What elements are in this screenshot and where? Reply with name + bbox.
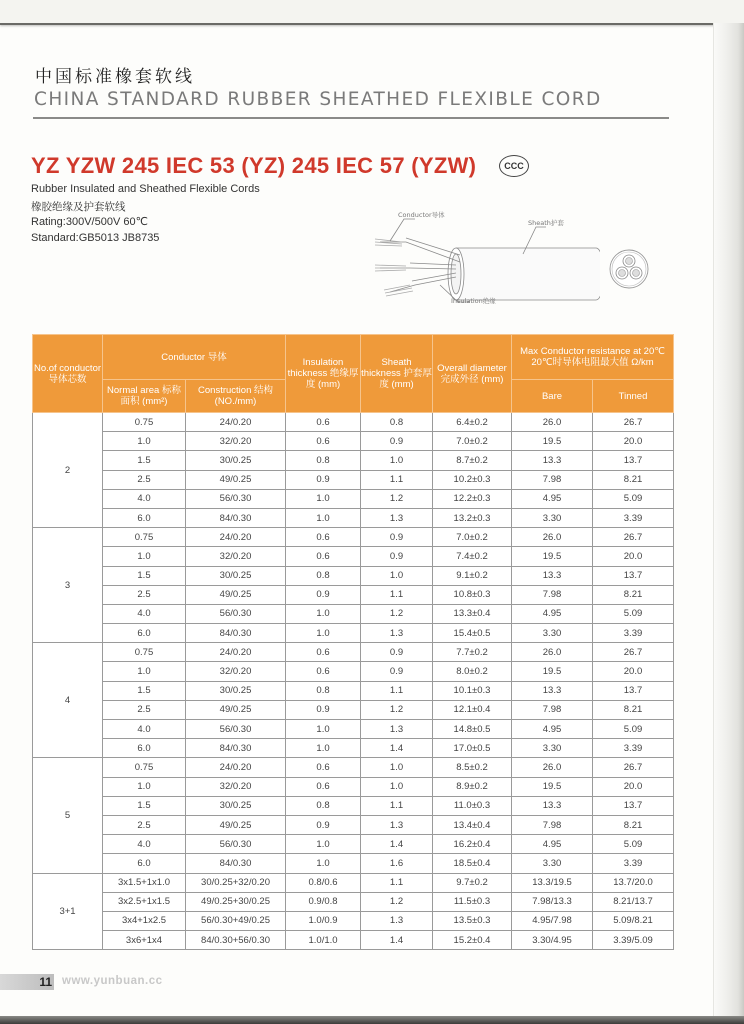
header-construction: Construction 结构 (NO./mm): [186, 380, 286, 413]
cell-construction: 56/0.30: [186, 720, 286, 739]
cell-normal-area: 3x1.5+1x1.0: [103, 873, 186, 892]
cell-sheath-thickness: 1.4: [361, 931, 433, 950]
cell-sheath-thickness: 1.0: [361, 777, 433, 796]
cell-overall-diameter: 11.5±0.3: [433, 892, 512, 911]
product-model-title: YZ YZW 245 IEC 53 (YZ) 245 IEC 57 (YZW): [31, 153, 477, 178]
cell-sheath-thickness: 0.9: [361, 643, 433, 662]
cell-insulation-thickness: 0.8: [286, 796, 361, 815]
cell-overall-diameter: 9.7±0.2: [433, 873, 512, 892]
table-row: [33, 528, 674, 547]
cell-resistance-bare: 26.0: [512, 643, 593, 662]
cell-resistance-bare: 19.5: [512, 777, 593, 796]
cell-construction: 49/0.25: [186, 700, 286, 719]
cell-overall-diameter: 17.0±0.5: [433, 739, 512, 758]
cell-overall-diameter: 8.9±0.2: [433, 777, 512, 796]
table-row: [33, 643, 674, 662]
cell-overall-diameter: 6.4±0.2: [433, 413, 512, 432]
table-row: [33, 624, 674, 643]
cell-resistance-bare: 4.95: [512, 835, 593, 854]
header-overall-diameter: Overall diameter 完成外径 (mm): [433, 335, 512, 413]
cell-resistance-tinned: 13.7: [593, 796, 674, 815]
cell-resistance-bare: 7.98: [512, 700, 593, 719]
cell-resistance-bare: 4.95/7.98: [512, 911, 593, 930]
product-description-cn: 橡胶绝缘及护套软线: [31, 201, 126, 213]
cell-overall-diameter: 8.0±0.2: [433, 662, 512, 681]
table-row: [33, 413, 674, 432]
cell-insulation-thickness: 1.0: [286, 835, 361, 854]
cell-normal-area: 6.0: [103, 624, 186, 643]
cell-overall-diameter: 18.5±0.4: [433, 854, 512, 873]
cell-resistance-bare: 4.95: [512, 604, 593, 623]
cell-construction: 84/0.30: [186, 508, 286, 527]
cell-sheath-thickness: 1.3: [361, 720, 433, 739]
cell-insulation-thickness: 0.9: [286, 470, 361, 489]
cell-insulation-thickness: 0.6: [286, 758, 361, 777]
cell-sheath-thickness: 1.3: [361, 624, 433, 643]
cell-resistance-bare: 4.95: [512, 489, 593, 508]
cable-cross-section-icon: [608, 248, 650, 290]
cell-normal-area: 1.5: [103, 681, 186, 700]
cell-resistance-tinned: 26.7: [593, 758, 674, 777]
cell-normal-area: 1.5: [103, 566, 186, 585]
table-row: [33, 508, 674, 527]
table-row: [33, 566, 674, 585]
cell-resistance-tinned: 13.7/20.0: [593, 873, 674, 892]
cell-resistance-tinned: 8.21/13.7: [593, 892, 674, 911]
table-row: [33, 700, 674, 719]
cell-sheath-thickness: 1.3: [361, 815, 433, 834]
table-row: [33, 739, 674, 758]
cell-sheath-thickness: 0.9: [361, 662, 433, 681]
cell-insulation-thickness: 1.0: [286, 739, 361, 758]
cell-normal-area: 1.0: [103, 662, 186, 681]
page-title-cn: 中国标准橡套软线: [35, 67, 195, 87]
cell-sheath-thickness: 1.0: [361, 451, 433, 470]
header-normal-area: Normal area 标称面积 (mm²): [103, 380, 186, 413]
table-body: [33, 413, 674, 950]
cell-construction: 49/0.25: [186, 470, 286, 489]
cell-construction: 32/0.20: [186, 662, 286, 681]
table-row: [33, 720, 674, 739]
cell-sheath-thickness: 0.9: [361, 432, 433, 451]
header-tinned: Tinned: [593, 380, 674, 413]
cell-construction: 56/0.30: [186, 604, 286, 623]
cell-no-of-conductor: 4: [33, 643, 103, 758]
cell-resistance-bare: 7.98: [512, 470, 593, 489]
cell-overall-diameter: 8.7±0.2: [433, 451, 512, 470]
cell-overall-diameter: 13.4±0.4: [433, 815, 512, 834]
cell-construction: 30/0.25: [186, 681, 286, 700]
cable-specification-table: [32, 334, 674, 950]
table-row: [33, 892, 674, 911]
cell-insulation-thickness: 1.0: [286, 720, 361, 739]
product-description-en: Rubber Insulated and Sheathed Flexible Cords: [31, 183, 260, 195]
header-sheath-thickness: Sheath thickness 护套厚度 (mm): [361, 335, 433, 413]
cell-sheath-thickness: 1.3: [361, 911, 433, 930]
cell-sheath-thickness: 1.0: [361, 758, 433, 777]
cell-resistance-bare: 3.30: [512, 739, 593, 758]
cell-normal-area: 1.0: [103, 547, 186, 566]
page-title-en: CHINA STANDARD RUBBER SHEATHED FLEXIBLE CORD: [34, 89, 602, 110]
cell-construction: 84/0.30: [186, 854, 286, 873]
table-row: [33, 758, 674, 777]
cell-resistance-tinned: 13.7: [593, 566, 674, 585]
cell-insulation-thickness: 0.6: [286, 662, 361, 681]
cell-resistance-tinned: 20.0: [593, 432, 674, 451]
cell-construction: 30/0.25+32/0.20: [186, 873, 286, 892]
page-number: 11: [0, 974, 54, 990]
cell-resistance-bare: 13.3: [512, 451, 593, 470]
cell-resistance-tinned: 5.09: [593, 604, 674, 623]
cell-resistance-tinned: 20.0: [593, 662, 674, 681]
cell-insulation-thickness: 0.9: [286, 815, 361, 834]
table-row: [33, 931, 674, 950]
title-divider: [33, 117, 669, 119]
cell-insulation-thickness: 0.6: [286, 547, 361, 566]
cell-overall-diameter: 12.1±0.4: [433, 700, 512, 719]
table-row: [33, 662, 674, 681]
cell-resistance-bare: 26.0: [512, 528, 593, 547]
cell-insulation-thickness: 0.9: [286, 700, 361, 719]
table-row: [33, 873, 674, 892]
cell-construction: 32/0.20: [186, 432, 286, 451]
cell-construction: 49/0.25+30/0.25: [186, 892, 286, 911]
cell-construction: 49/0.25: [186, 815, 286, 834]
cell-resistance-bare: 13.3: [512, 681, 593, 700]
cell-construction: 24/0.20: [186, 528, 286, 547]
cell-normal-area: 1.5: [103, 451, 186, 470]
cell-resistance-bare: 3.30: [512, 854, 593, 873]
cell-overall-diameter: 14.8±0.5: [433, 720, 512, 739]
cell-insulation-thickness: 1.0/0.9: [286, 911, 361, 930]
table-row: [33, 854, 674, 873]
cell-resistance-tinned: 5.09/8.21: [593, 911, 674, 930]
cell-resistance-tinned: 5.09: [593, 835, 674, 854]
product-rating: Rating:300V/500V 60℃: [31, 216, 148, 228]
header-no-of-conductor: No.of conductor 导体芯数: [33, 335, 103, 413]
cell-construction: 84/0.30: [186, 624, 286, 643]
cell-normal-area: 3x6+1x4: [103, 931, 186, 950]
table-row: [33, 796, 674, 815]
cell-overall-diameter: 11.0±0.3: [433, 796, 512, 815]
cell-resistance-tinned: 26.7: [593, 413, 674, 432]
cell-resistance-bare: 26.0: [512, 758, 593, 777]
cell-normal-area: 6.0: [103, 508, 186, 527]
cell-resistance-tinned: 20.0: [593, 777, 674, 796]
cell-normal-area: 2.5: [103, 815, 186, 834]
cell-resistance-tinned: 5.09: [593, 720, 674, 739]
header-bare: Bare: [512, 380, 593, 413]
cell-insulation-thickness: 0.6: [286, 528, 361, 547]
cell-construction: 56/0.30: [186, 835, 286, 854]
cell-construction: 32/0.20: [186, 547, 286, 566]
table-row: [33, 489, 674, 508]
cell-resistance-tinned: 8.21: [593, 815, 674, 834]
cell-resistance-tinned: 26.7: [593, 528, 674, 547]
header-insulation-thickness: Insulation thickness 绝缘厚度 (mm): [286, 335, 361, 413]
cell-overall-diameter: 10.8±0.3: [433, 585, 512, 604]
cell-no-of-conductor: 5: [33, 758, 103, 873]
cell-overall-diameter: 7.0±0.2: [433, 432, 512, 451]
cell-resistance-bare: 13.3: [512, 566, 593, 585]
cell-construction: 84/0.30: [186, 739, 286, 758]
cell-resistance-tinned: 8.21: [593, 585, 674, 604]
cell-resistance-bare: 7.98: [512, 585, 593, 604]
cell-sheath-thickness: 0.9: [361, 547, 433, 566]
cell-normal-area: 2.5: [103, 700, 186, 719]
cell-resistance-tinned: 3.39: [593, 624, 674, 643]
website-url: www.yunbuan.cc: [62, 975, 163, 987]
table-row: [33, 547, 674, 566]
cell-normal-area: 3x2.5+1x1.5: [103, 892, 186, 911]
cell-normal-area: 6.0: [103, 739, 186, 758]
cell-overall-diameter: 9.1±0.2: [433, 566, 512, 585]
cell-sheath-thickness: 1.1: [361, 470, 433, 489]
cell-construction: 30/0.25: [186, 451, 286, 470]
cell-normal-area: 4.0: [103, 835, 186, 854]
cell-resistance-bare: 4.95: [512, 720, 593, 739]
sheath-label: Sheath护套: [528, 219, 564, 227]
cell-sheath-thickness: 1.6: [361, 854, 433, 873]
table-row: [33, 815, 674, 834]
cell-no-of-conductor: 3+1: [33, 873, 103, 950]
cell-resistance-tinned: 26.7: [593, 643, 674, 662]
table-row: [33, 432, 674, 451]
cell-no-of-conductor: 3: [33, 528, 103, 643]
cell-insulation-thickness: 0.8: [286, 681, 361, 700]
table-row: [33, 911, 674, 930]
cable-drawing: [375, 219, 600, 302]
cell-overall-diameter: 15.4±0.5: [433, 624, 512, 643]
cell-sheath-thickness: 1.2: [361, 604, 433, 623]
table-row: [33, 835, 674, 854]
cell-normal-area: 0.75: [103, 413, 186, 432]
cell-insulation-thickness: 1.0: [286, 508, 361, 527]
cell-insulation-thickness: 1.0/1.0: [286, 931, 361, 950]
cell-normal-area: 0.75: [103, 758, 186, 777]
cell-sheath-thickness: 1.1: [361, 873, 433, 892]
cell-insulation-thickness: 1.0: [286, 489, 361, 508]
cell-construction: 24/0.20: [186, 758, 286, 777]
cell-insulation-thickness: 0.6: [286, 777, 361, 796]
cell-overall-diameter: 16.2±0.4: [433, 835, 512, 854]
cell-insulation-thickness: 0.8: [286, 566, 361, 585]
cell-overall-diameter: 10.1±0.3: [433, 681, 512, 700]
cell-insulation-thickness: 0.8: [286, 451, 361, 470]
cell-resistance-bare: 19.5: [512, 432, 593, 451]
cell-resistance-tinned: 3.39/5.09: [593, 931, 674, 950]
insulation-label: Insulation绝缘: [451, 297, 496, 305]
cell-construction: 24/0.20: [186, 413, 286, 432]
table-row: [33, 777, 674, 796]
cell-overall-diameter: 13.2±0.3: [433, 508, 512, 527]
cell-sheath-thickness: 1.2: [361, 892, 433, 911]
cell-normal-area: 4.0: [103, 489, 186, 508]
conductor-label: Conductor导体: [398, 211, 445, 219]
cell-insulation-thickness: 0.6: [286, 643, 361, 662]
cell-resistance-tinned: 5.09: [593, 489, 674, 508]
cell-resistance-tinned: 8.21: [593, 700, 674, 719]
cell-normal-area: 2.5: [103, 585, 186, 604]
cell-normal-area: 4.0: [103, 604, 186, 623]
cell-insulation-thickness: 0.6: [286, 432, 361, 451]
cell-resistance-bare: 3.30/4.95: [512, 931, 593, 950]
cell-overall-diameter: 7.7±0.2: [433, 643, 512, 662]
cell-sheath-thickness: 1.0: [361, 566, 433, 585]
ccc-certification-icon: CCC: [499, 155, 529, 177]
cell-resistance-tinned: 3.39: [593, 739, 674, 758]
cell-insulation-thickness: 0.9: [286, 585, 361, 604]
cell-sheath-thickness: 1.1: [361, 585, 433, 604]
cell-overall-diameter: 13.3±0.4: [433, 604, 512, 623]
table-row: [33, 681, 674, 700]
cell-resistance-bare: 7.98/13.3: [512, 892, 593, 911]
cell-overall-diameter: 15.2±0.4: [433, 931, 512, 950]
cell-resistance-bare: 7.98: [512, 815, 593, 834]
cell-sheath-thickness: 0.8: [361, 413, 433, 432]
page-bottom-edge: [0, 1016, 744, 1024]
cell-resistance-bare: 13.3: [512, 796, 593, 815]
cell-normal-area: 0.75: [103, 643, 186, 662]
cell-construction: 56/0.30+49/0.25: [186, 911, 286, 930]
cell-overall-diameter: 7.0±0.2: [433, 528, 512, 547]
cell-no-of-conductor: 2: [33, 413, 103, 528]
cell-sheath-thickness: 1.2: [361, 700, 433, 719]
cell-construction: 56/0.30: [186, 489, 286, 508]
header-conductor-group: Conductor 导体: [103, 335, 286, 380]
table-row: [33, 451, 674, 470]
cell-overall-diameter: 7.4±0.2: [433, 547, 512, 566]
cell-resistance-tinned: 8.21: [593, 470, 674, 489]
cell-insulation-thickness: 0.6: [286, 413, 361, 432]
cell-normal-area: 1.0: [103, 777, 186, 796]
page-top-edge: [0, 0, 744, 25]
cell-resistance-bare: 19.5: [512, 547, 593, 566]
product-standard: Standard:GB5013 JB8735: [31, 232, 160, 244]
cell-overall-diameter: 13.5±0.3: [433, 911, 512, 930]
cell-construction: 49/0.25: [186, 585, 286, 604]
cell-resistance-bare: 19.5: [512, 662, 593, 681]
cell-construction: 32/0.20: [186, 777, 286, 796]
cell-resistance-tinned: 13.7: [593, 681, 674, 700]
cell-resistance-bare: 3.30: [512, 508, 593, 527]
header-max-resistance-group: Max Conductor resistance at 20℃ 20℃时导体电阻最大值 Ω/km: [512, 335, 674, 380]
cell-sheath-thickness: 0.9: [361, 528, 433, 547]
cell-resistance-bare: 26.0: [512, 413, 593, 432]
cell-sheath-thickness: 1.4: [361, 835, 433, 854]
cell-sheath-thickness: 1.1: [361, 681, 433, 700]
cell-normal-area: 1.0: [103, 432, 186, 451]
cell-normal-area: 4.0: [103, 720, 186, 739]
cell-resistance-bare: 13.3/19.5: [512, 873, 593, 892]
cell-normal-area: 2.5: [103, 470, 186, 489]
cell-insulation-thickness: 0.8/0.6: [286, 873, 361, 892]
cell-overall-diameter: 10.2±0.3: [433, 470, 512, 489]
table-row: [33, 470, 674, 489]
cell-normal-area: 0.75: [103, 528, 186, 547]
cable-structure-diagram: [360, 205, 600, 310]
cell-construction: 24/0.20: [186, 643, 286, 662]
table-row: [33, 604, 674, 623]
cell-insulation-thickness: 1.0: [286, 624, 361, 643]
cell-resistance-tinned: 13.7: [593, 451, 674, 470]
cell-sheath-thickness: 1.1: [361, 796, 433, 815]
table-row: [33, 585, 674, 604]
cell-sheath-thickness: 1.3: [361, 508, 433, 527]
cell-insulation-thickness: 1.0: [286, 604, 361, 623]
cell-construction: 30/0.25: [186, 796, 286, 815]
cell-normal-area: 1.5: [103, 796, 186, 815]
cell-sheath-thickness: 1.2: [361, 489, 433, 508]
cell-normal-area: 3x4+1x2.5: [103, 911, 186, 930]
cell-overall-diameter: 12.2±0.3: [433, 489, 512, 508]
cell-resistance-tinned: 3.39: [593, 508, 674, 527]
cell-overall-diameter: 8.5±0.2: [433, 758, 512, 777]
cell-construction: 84/0.30+56/0.30: [186, 931, 286, 950]
cell-insulation-thickness: 0.9/0.8: [286, 892, 361, 911]
cell-normal-area: 6.0: [103, 854, 186, 873]
page-binding-edge: [713, 23, 744, 1024]
cell-insulation-thickness: 1.0: [286, 854, 361, 873]
cell-sheath-thickness: 1.4: [361, 739, 433, 758]
cell-construction: 30/0.25: [186, 566, 286, 585]
cell-resistance-bare: 3.30: [512, 624, 593, 643]
cell-resistance-tinned: 3.39: [593, 854, 674, 873]
cell-resistance-tinned: 20.0: [593, 547, 674, 566]
